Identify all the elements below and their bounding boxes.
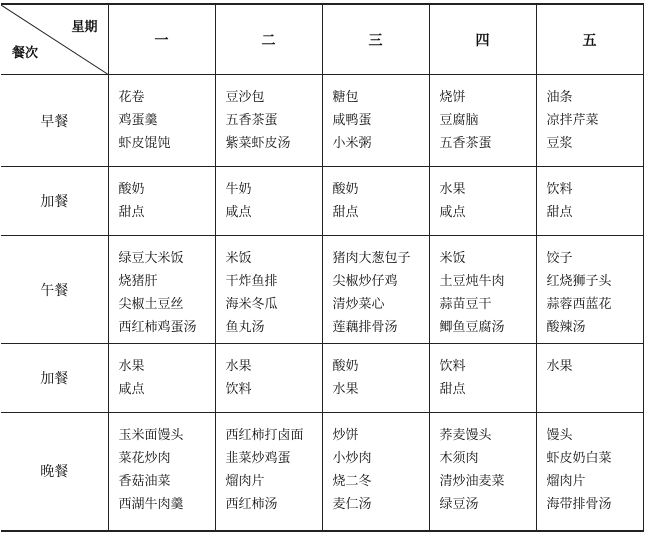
- dish-item: 糖包: [332, 90, 359, 105]
- dish-item: 熘肉片: [546, 474, 586, 489]
- dish-item: 西湖牛肉羹: [118, 497, 184, 512]
- dish-item: 香菇油菜: [118, 474, 171, 489]
- dish-item: 土豆炖牛肉: [439, 274, 505, 289]
- dish-item: 尖椒土豆丝: [118, 297, 184, 312]
- day-header: 四: [429, 4, 536, 75]
- corner-label-weekday: 星期: [71, 20, 98, 35]
- day-header: 一: [108, 4, 215, 75]
- menu-cell: [429, 413, 536, 531]
- menu-cell: [429, 344, 536, 413]
- dish-item: 饺子: [546, 251, 573, 266]
- corner-label-meal: 餐次: [12, 46, 39, 61]
- dish-item: 五香茶蛋: [225, 113, 278, 128]
- dish-item: 西红柿汤: [225, 497, 278, 512]
- dish-item: 蒜苗豆干: [439, 297, 492, 312]
- meal-label: 早餐: [1, 75, 108, 167]
- dish-item: 绿豆大米饭: [118, 251, 184, 266]
- dish-item: 豆腐脑: [439, 113, 479, 128]
- menu-cell: [322, 75, 429, 167]
- dish-item: 海带排骨汤: [546, 497, 612, 512]
- dish-item: 甜点: [439, 382, 466, 397]
- dish-item: 虾皮馄饨: [118, 136, 171, 151]
- menu-cell: [215, 75, 322, 167]
- dish-item: 水果: [439, 182, 466, 197]
- menu-cell: [108, 344, 215, 413]
- menu-cell: [322, 413, 429, 531]
- menu-cell: [108, 236, 215, 344]
- menu-cell: [536, 413, 643, 531]
- dish-item: 玉米面馒头: [118, 428, 184, 443]
- menu-cell: [108, 167, 215, 236]
- dish-item: 馒头: [546, 428, 573, 443]
- dish-item: 干炸鱼排: [225, 274, 278, 289]
- dish-item: 饮料: [439, 359, 466, 374]
- dish-item: 荞麦馒头: [439, 428, 492, 443]
- meal-label: 午餐: [1, 236, 108, 344]
- dish-item: 甜点: [118, 205, 145, 220]
- dish-item: 小炒肉: [332, 451, 372, 466]
- dish-item: 小米粥: [332, 136, 372, 151]
- day-header: 二: [215, 4, 322, 75]
- dish-item: 咸鸭蛋: [332, 113, 372, 128]
- corner-cell: [1, 4, 108, 75]
- dish-item: 菜花炒肉: [118, 451, 171, 466]
- menu-cell: [215, 167, 322, 236]
- day-header: 五: [536, 4, 643, 75]
- menu-cell: [322, 236, 429, 344]
- dish-item: 清炒油麦菜: [439, 474, 505, 489]
- dish-item: 咸点: [118, 382, 145, 397]
- dish-item: 清炒菜心: [332, 297, 385, 312]
- dish-item: 咸点: [225, 205, 252, 220]
- dish-item: 咸点: [439, 205, 466, 220]
- dish-item: 凉拌芹菜: [546, 113, 599, 128]
- dish-item: 莲藕排骨汤: [332, 320, 398, 335]
- menu-cell: [536, 167, 643, 236]
- dish-item: 牛奶: [225, 182, 252, 197]
- dish-item: 酸奶: [332, 182, 359, 197]
- dish-item: 西红柿打卤面: [225, 428, 304, 443]
- meal-row: [1, 344, 643, 413]
- meal-row: [1, 167, 643, 236]
- dish-item: 烧猪肝: [118, 274, 158, 289]
- dish-item: 红烧狮子头: [546, 274, 612, 289]
- dish-item: 麦仁汤: [332, 497, 372, 512]
- dish-item: 韭菜炒鸡蛋: [225, 451, 291, 466]
- dish-item: 饮料: [225, 382, 252, 397]
- dish-item: 水果: [332, 382, 359, 397]
- dish-item: 酸辣汤: [546, 320, 586, 335]
- menu-cell: [536, 344, 643, 413]
- meal-label: 加餐: [1, 344, 108, 413]
- menu-cell: [322, 167, 429, 236]
- dish-item: 米饭: [225, 251, 252, 266]
- dish-item: 海米冬瓜: [225, 297, 278, 312]
- dish-item: 花卷: [118, 90, 145, 105]
- dish-item: 酸奶: [332, 359, 359, 374]
- menu-cell: [322, 344, 429, 413]
- dish-item: 紫菜虾皮汤: [225, 136, 291, 151]
- dish-item: 烧二冬: [332, 474, 372, 489]
- dish-item: 水果: [225, 359, 252, 374]
- dish-item: 熘肉片: [225, 474, 265, 489]
- menu-cell: [536, 75, 643, 167]
- dish-item: 豆沙包: [225, 90, 265, 105]
- dish-item: 饮料: [546, 182, 573, 197]
- dish-item: 木须肉: [439, 451, 479, 466]
- meal-row: [1, 75, 643, 167]
- dish-item: 虾皮奶白菜: [546, 451, 612, 466]
- dish-item: 鱼丸汤: [225, 320, 265, 335]
- menu-cell: [215, 344, 322, 413]
- menu-cell: [429, 236, 536, 344]
- menu-cell: [429, 167, 536, 236]
- dish-item: 鲫鱼豆腐汤: [439, 320, 505, 335]
- dish-item: 水果: [118, 359, 145, 374]
- day-header: 三: [322, 4, 429, 75]
- dish-item: 西红柿鸡蛋汤: [118, 320, 197, 335]
- dish-item: 绿豆汤: [439, 497, 479, 512]
- dish-item: 甜点: [332, 205, 359, 220]
- dish-item: 猪肉大葱包子: [332, 251, 411, 266]
- dish-item: 米饭: [439, 251, 466, 266]
- dish-item: 油条: [546, 90, 573, 105]
- weekly-meal-table: [1, 3, 644, 532]
- menu-cell: [108, 413, 215, 531]
- dish-item: 鸡蛋羹: [118, 113, 158, 128]
- menu-cell: [429, 75, 536, 167]
- meal-row: [1, 413, 643, 531]
- menu-cell: [536, 236, 643, 344]
- menu-cell: [215, 236, 322, 344]
- meal-label: 晚餐: [1, 413, 108, 531]
- dish-item: 炒饼: [332, 428, 359, 443]
- dish-item: 烧饼: [439, 90, 466, 105]
- meal-label: 加餐: [1, 167, 108, 236]
- meal-row: [1, 236, 643, 344]
- dish-item: 酸奶: [118, 182, 145, 197]
- dish-item: 水果: [546, 359, 573, 374]
- dish-item: 豆浆: [546, 136, 573, 151]
- dish-item: 尖椒炒仔鸡: [332, 274, 398, 289]
- dish-item: 甜点: [546, 205, 573, 220]
- dish-item: 蒜蓉西蓝花: [546, 297, 612, 312]
- header-row: [1, 4, 643, 75]
- menu-cell: [108, 75, 215, 167]
- dish-item: 五香茶蛋: [439, 136, 492, 151]
- menu-cell: [215, 413, 322, 531]
